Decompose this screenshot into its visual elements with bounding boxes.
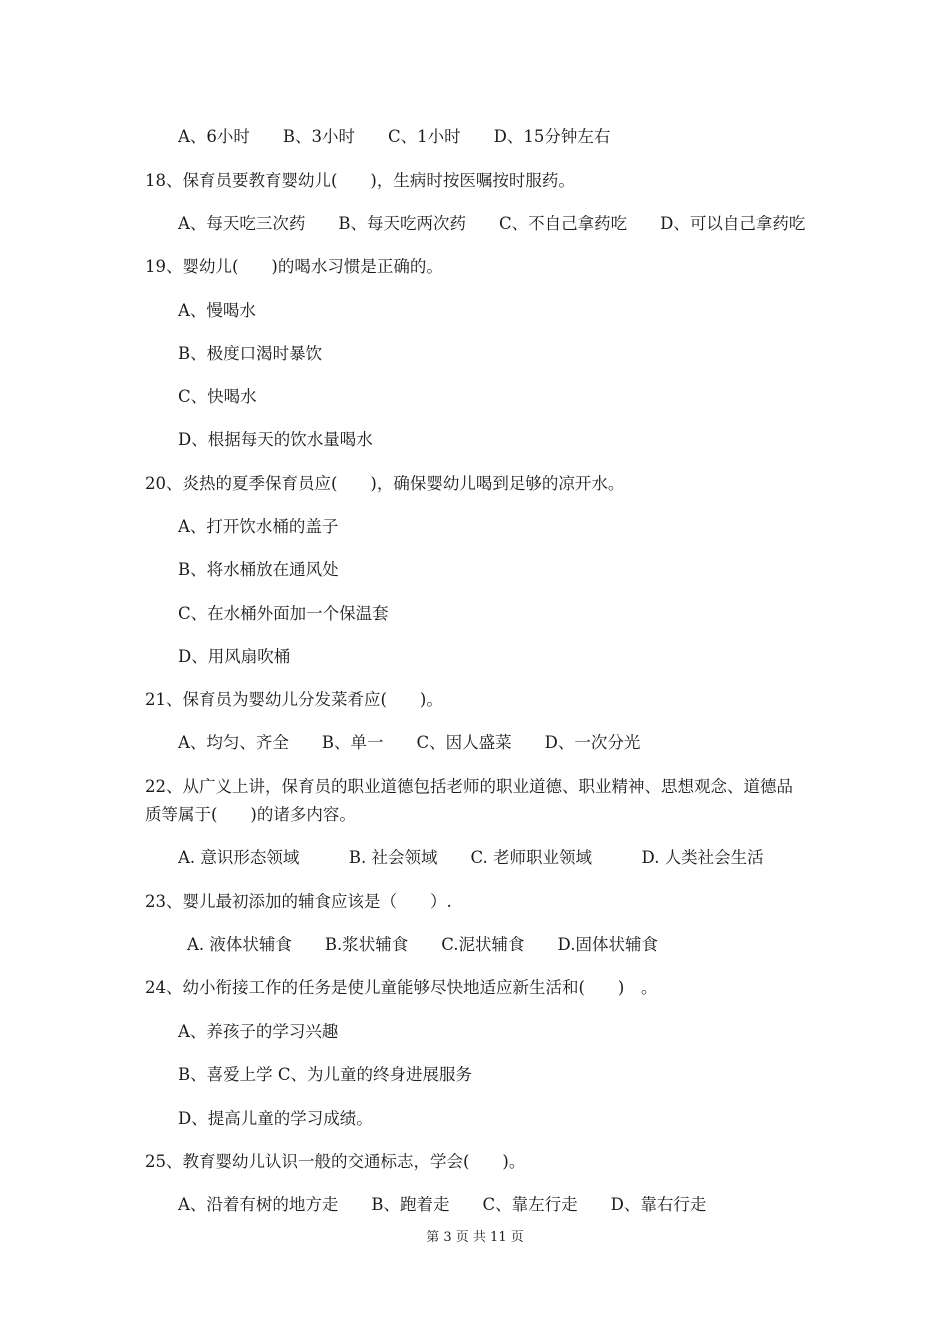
q20-option-c: C、在水桶外面加一个保温套: [178, 604, 389, 623]
q21-question: 21、保育员为婴幼儿分发菜肴应( )。: [145, 690, 443, 709]
page-footer: 第 3 页 共 11 页: [426, 1230, 524, 1245]
q22-question-line2: 质等属于( )的诸多内容。: [145, 805, 356, 824]
q24-option-a: A、养孩子的学习兴趣: [178, 1022, 339, 1041]
q20-option-a: A、打开饮水桶的盖子: [178, 517, 339, 536]
q22-options: A. 意识形态领域 B. 社会领域 C. 老师职业领域 D. 人类社会生活: [178, 848, 764, 867]
q24-question: 24、幼小衔接工作的任务是使儿童能够尽快地适应新生活和( ) 。: [145, 978, 658, 997]
q23-question: 23、婴儿最初添加的辅食应该是（ ）.: [145, 892, 452, 911]
q25-options: A、沿着有树的地方走 B、跑着走 C、靠左行走 D、靠右行走: [178, 1195, 707, 1214]
q20-option-d: D、用风扇吹桶: [178, 647, 291, 666]
q19-option-a: A、慢喝水: [178, 301, 256, 320]
q19-option-d: D、根据每天的饮水量喝水: [178, 430, 373, 449]
q25-question: 25、教育婴幼儿认识一般的交通标志，学会( )。: [145, 1152, 526, 1171]
q18-options: A、每天吃三次药 B、每天吃两次药 C、不自己拿药吃 D、可以自己拿药吃: [178, 214, 806, 233]
q19-option-b: B、极度口渴时暴饮: [178, 344, 323, 363]
q19-option-c: C、快喝水: [178, 387, 257, 406]
q20-option-b: B、将水桶放在通风处: [178, 560, 339, 579]
q17-options: A、6小时 B、3小时 C、1小时 D、15分钟左右: [178, 127, 611, 146]
q18-question: 18、保育员要教育婴幼儿( )，生病时按医嘱按时服药。: [145, 171, 575, 190]
q21-options: A、均匀、齐全 B、单一 C、因人盛菜 D、一次分光: [178, 733, 641, 752]
q23-options: A. 液体状辅食 B.浆状辅食 C.泥状辅食 D.固体状辅食: [187, 935, 658, 954]
q19-question: 19、婴幼儿( )的喝水习惯是正确的。: [145, 257, 443, 276]
q24-option-d: D、提高儿童的学习成绩。: [178, 1109, 373, 1128]
q20-question: 20、炎热的夏季保育员应( )，确保婴幼儿喝到足够的凉开水。: [145, 474, 625, 493]
q24-option-bc: B、喜爱上学 C、为儿童的终身进展服务: [178, 1065, 472, 1084]
q22-question-line1: 22、从广义上讲，保育员的职业道德包括老师的职业道德、职业精神、思想观念、道德品: [145, 777, 793, 796]
